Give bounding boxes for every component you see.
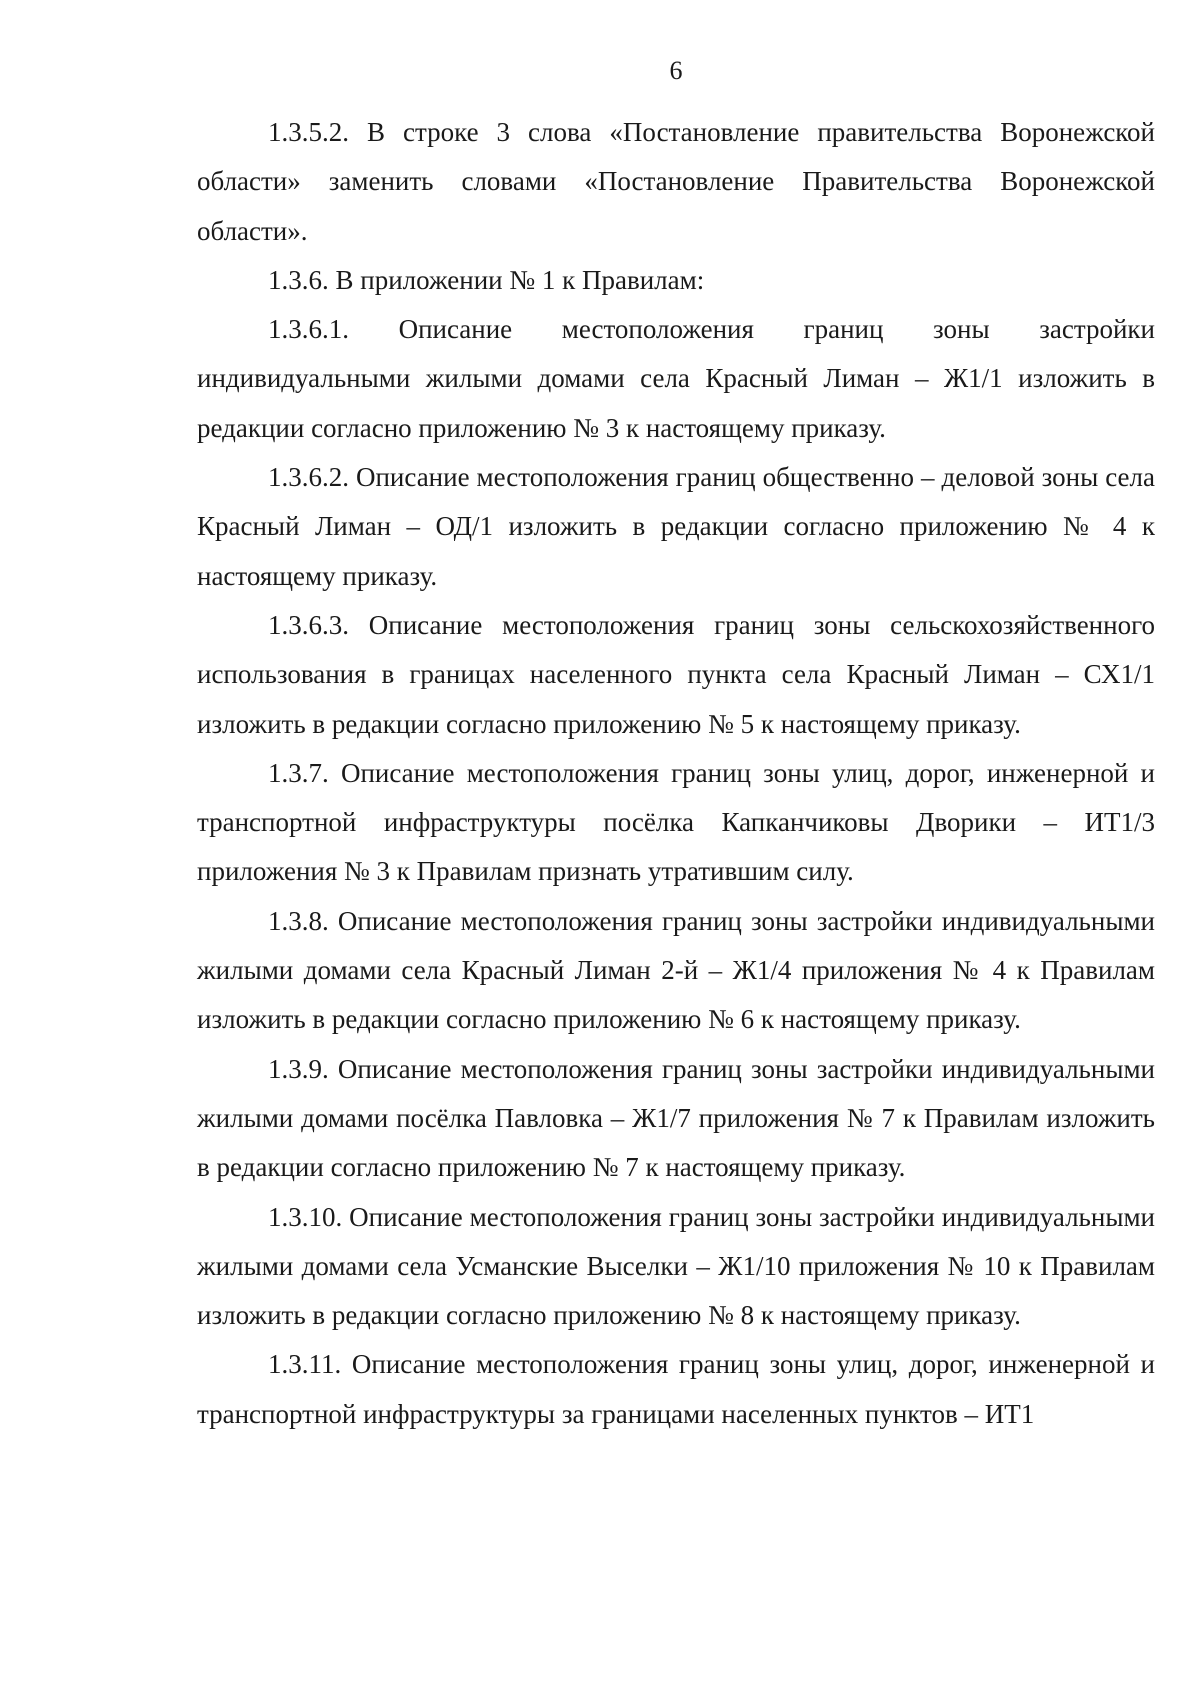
paragraph-1-3-11: 1.3.11. Описание местоположения границ зоны улиц, дорог, инженерной и транспортной инфраструктуры за границами населенных пунктов – ИТ1 (197, 1349, 1155, 1429)
paragraph-1-3-10: 1.3.10. Описание местоположения границ зоны застройки индивидуальными жилыми домами села Усманские Выселки – Ж1/10 приложения № 10 к Правилам изложить в редакции согласно приложению № 8 к настоящему приказу. (197, 1201, 1155, 1331)
paragraph-1-3-5-2: 1.3.5.2. В строке 3 слова «Постановление правительства Воронежской области» заменить словами «Постановление Правительства Воронежской области». (197, 117, 1155, 246)
paragraph-1-3-6-1: 1.3.6.1. Описание местоположения границ зоны застройки индивидуальными жилыми домами села Красный Лиман – Ж1/1 изложить в редакции согласно приложению № 3 к настоящему приказу. (197, 314, 1155, 443)
paragraph-1-3-7: 1.3.7. Описание местоположения границ зоны улиц, дорог, инженерной и транспортной инфраструктуры посёлка Капканчиковы Дворики – ИТ1/3 приложения № 3 к Правилам признать утратившим силу. (197, 757, 1155, 887)
page-number: 6 (669, 56, 683, 85)
paragraph-1-3-6-3: 1.3.6.3. Описание местоположения границ зоны сельскохозяйственного использования в границах населенного пункта села Красный Лиман – СХ1/1 изложить в редакции согласно приложению № 5 к настоящему приказу. (197, 609, 1155, 739)
paragraph-1-3-6: 1.3.6. В приложении № 1 к Правилам: (268, 264, 705, 295)
document-page (197, 56, 1155, 1439)
paragraph-1-3-9: 1.3.9. Описание местоположения границ зоны застройки индивидуальными жилыми домами посёлка Павловка – Ж1/7 приложения № 7 к Правилам изложить в редакции согласно приложению № 7 к настоящему приказу. (197, 1053, 1155, 1183)
paragraph-1-3-8: 1.3.8. Описание местоположения границ зоны застройки индивидуальными жилыми домами села Красный Лиман 2-й – Ж1/4 приложения № 4 к Правилам изложить в редакции согласно приложению № 6 к настоящему приказу. (197, 905, 1155, 1035)
paragraph-1-3-6-2: 1.3.6.2. Описание местоположения границ общественно – деловой зоны села Красный Лиман – ОД/1 изложить в редакции согласно приложению № 4 к настоящему приказу. (197, 462, 1155, 591)
